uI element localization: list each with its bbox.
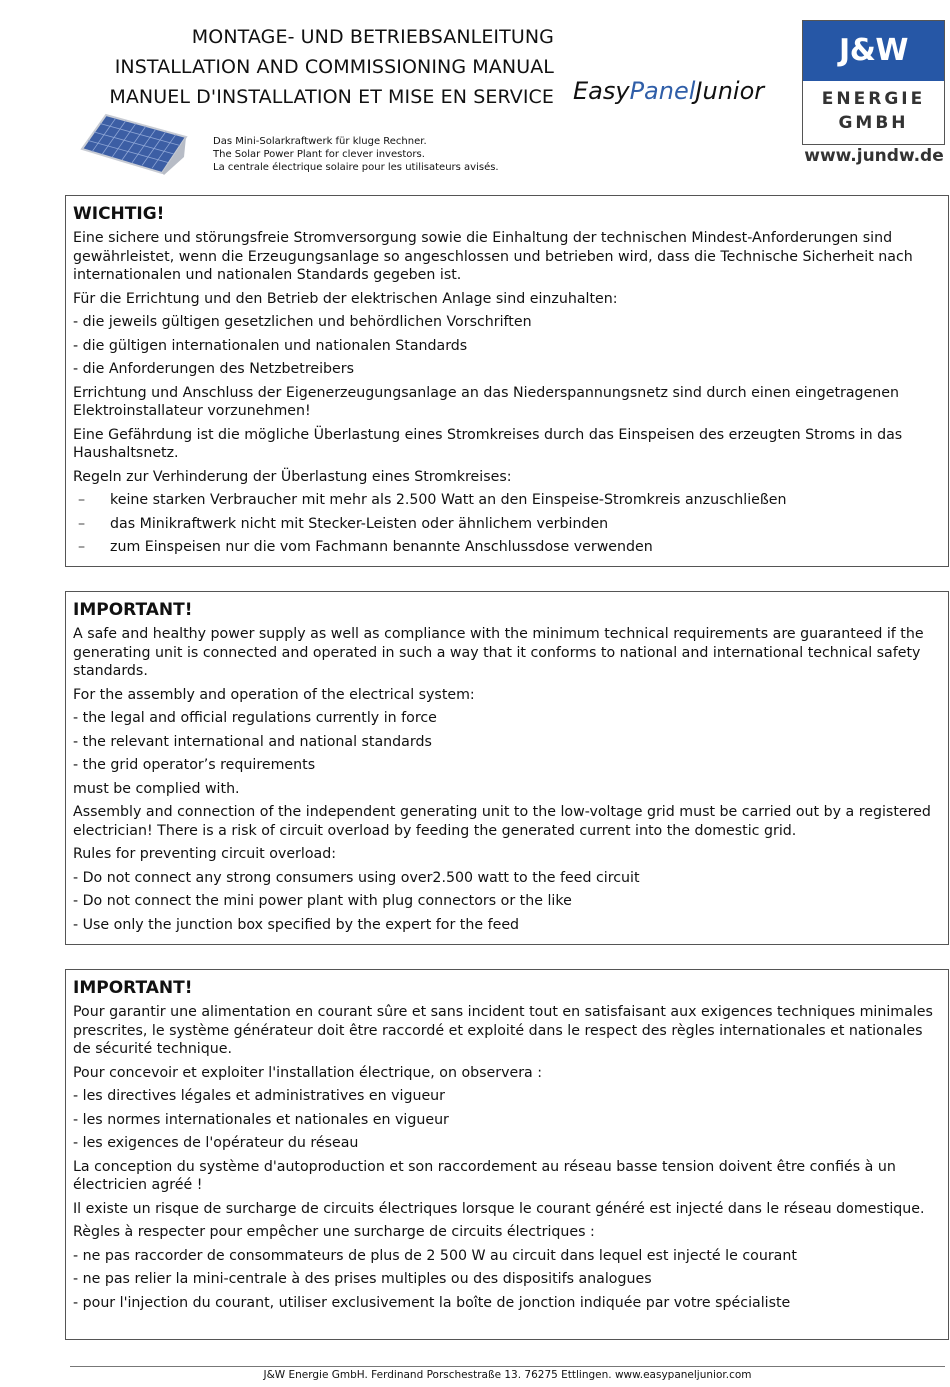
- bullet-text: das Minikraftwerk nicht mit Stecker-Leisten oder ähnlichem verbinden: [110, 515, 609, 532]
- manual-titles: [60, 22, 554, 112]
- dash-bullet: –: [78, 492, 86, 508]
- list-item: - die Anforderungen des Netzbetreibers: [73, 361, 354, 377]
- tagline-fr: La centrale électrique solaire pour les utilisateurs avisés.: [213, 162, 499, 173]
- list-item: - pour l'injection du courant, utiliser exclusivement la boîte de jonction indiquée par votre spécialiste: [73, 1294, 791, 1311]
- product-name: [573, 77, 764, 105]
- footer-address: J&W Energie GmbH. Ferdinand Porschestraße 13. 76275 Ettlingen. www.easypaneljunior.com: [263, 1369, 752, 1381]
- logo-subtitle: [803, 87, 944, 135]
- list-item: - Use only the junction box specified by the expert for the feed: [73, 916, 520, 933]
- solar-panel-image: [80, 113, 188, 175]
- paragraph: Il existe un risque de surcharge de circuits électriques lorsque le courant généré est injecté dans le réseau domestique.: [73, 1200, 925, 1217]
- tagline-en: The Solar Power Plant for clever investors.: [213, 149, 425, 160]
- paragraph: A safe and healthy power supply as well as compliance with the minimum technical requirements are guaranteed if the generating unit is connected and operated in such a way that it conforms to national and international technical safety standards.: [73, 626, 924, 679]
- warning-box-fr: [65, 969, 949, 1340]
- footer-divider: [70, 1366, 945, 1367]
- paragraph: must be complied with.: [73, 780, 240, 797]
- paragraph: Règles à respecter pour empêcher une surcharge de circuits électriques :: [73, 1224, 595, 1240]
- paragraph: Für die Errichtung und den Betrieb der elektrischen Anlage sind einzuhalten:: [73, 290, 618, 307]
- heading-fr: IMPORTANT!: [73, 978, 193, 998]
- list-item: - the grid operator’s requirements: [73, 757, 316, 773]
- list-item: - Do not connect the mini power plant with plug connectors or the like: [73, 893, 572, 909]
- paragraph: Rules for preventing circuit overload:: [73, 846, 336, 862]
- product-name-part1: Easy: [573, 77, 630, 105]
- list-item: - les exigences de l'opérateur du réseau: [73, 1135, 359, 1151]
- logo-energie: ENERGIE: [821, 89, 926, 109]
- paragraph: Errichtung und Anschluss der Eigenerzeugungsanlage an das Niederspannungsnetz sind durch einen eingetragenen Elektroinstallateur vorzunehmen!: [73, 384, 900, 419]
- heading-en: IMPORTANT!: [73, 600, 193, 620]
- title-fr: MANUEL D'INSTALLATION ET MISE EN SERVICE: [109, 86, 554, 108]
- list-item: - ne pas relier la mini-centrale à des prises multiples ou des dispositifs analogues: [73, 1271, 652, 1287]
- company-logo: [802, 20, 945, 145]
- list-item: - the legal and official regulations currently in force: [73, 710, 437, 726]
- bullet-item: [73, 491, 941, 510]
- product-name-part3: Junior: [695, 77, 765, 105]
- bullet-text: zum Einspeisen nur die vom Fachmann benannte Anschlussdose verwenden: [110, 539, 653, 555]
- list-item: - les normes internationales et nationales en vigueur: [73, 1111, 449, 1128]
- list-item: - die gültigen internationalen und nationalen Standards: [73, 337, 468, 354]
- paragraph: For the assembly and operation of the electrical system:: [73, 686, 475, 703]
- title-de: MONTAGE- UND BETRIEBSANLEITUNG: [191, 26, 554, 48]
- paragraph: Regeln zur Verhinderung der Überlastung eines Stromkreises:: [73, 468, 512, 485]
- list-item: - les directives légales et administratives en vigueur: [73, 1088, 445, 1104]
- dash-bullet: –: [78, 539, 86, 555]
- list-item: - ne pas raccorder de consommateurs de plus de 2 500 W au circuit dans lequel est injecté le courant: [73, 1247, 797, 1264]
- title-en: INSTALLATION AND COMMISSIONING MANUAL: [114, 56, 554, 78]
- logo-jw: J&W: [803, 21, 944, 81]
- taglines: [213, 135, 499, 174]
- tagline-de: Das Mini-Solarkraftwerk für kluge Rechner.: [213, 136, 427, 147]
- list-item: - Do not connect any strong consumers using over2.500 watt to the feed circuit: [73, 869, 640, 886]
- paragraph: Pour garantir une alimentation en courant sûre et sans incident tout en satisfaisant aux exigences techniques minimales prescrites, le système générateur doit être raccordé et exploité dans le respect des règles internationales et nationales de sécurité technique.: [73, 1004, 933, 1057]
- dash-bullet: –: [78, 515, 86, 532]
- heading-de: WICHTIG!: [73, 204, 165, 224]
- paragraph: Eine sichere und störungsfreie Stromversorgung sowie die Einhaltung der technischen Mindest-Anforderungen sind gewährleistet, wenn die Erzeugungsanlage so angeschlossen und betrieben wird, dass die Technische Sicherheit nach internationalen und nationalen Standards gegeben ist.: [73, 230, 913, 283]
- warning-box-de: [65, 195, 949, 567]
- logo-gmbh: GMBH: [838, 113, 909, 133]
- bullet-text: keine starken Verbraucher mit mehr als 2.500 Watt an den Einspeise-Stromkreis anzuschließen: [110, 492, 787, 508]
- list-item: - the relevant international and national standards: [73, 733, 432, 750]
- bullet-item: [73, 538, 941, 557]
- bullet-item: [73, 515, 941, 534]
- paragraph: La conception du système d'autoproduction et son raccordement au réseau basse tension doivent être confiés à un électricien agréé !: [73, 1158, 896, 1193]
- list-item: - die jeweils gültigen gesetzlichen und behördlichen Vorschriften: [73, 314, 532, 330]
- paragraph: Assembly and connection of the independent generating unit to the low-voltage grid must be carried out by a registered electrician! There is a risk of circuit overload by feeding the generated current into the domestic grid.: [73, 804, 931, 839]
- warning-box-en: [65, 591, 949, 945]
- product-name-part2: Panel: [629, 77, 696, 105]
- paragraph: Eine Gefährdung ist die mögliche Überlastung eines Stromkreises durch das Einspeisen des erzeugten Stroms in das Haushaltsnetz.: [73, 426, 903, 461]
- paragraph: Pour concevoir et exploiter l'installation électrique, on observera :: [73, 1064, 543, 1081]
- logo-url: www.jundw.de: [804, 146, 944, 166]
